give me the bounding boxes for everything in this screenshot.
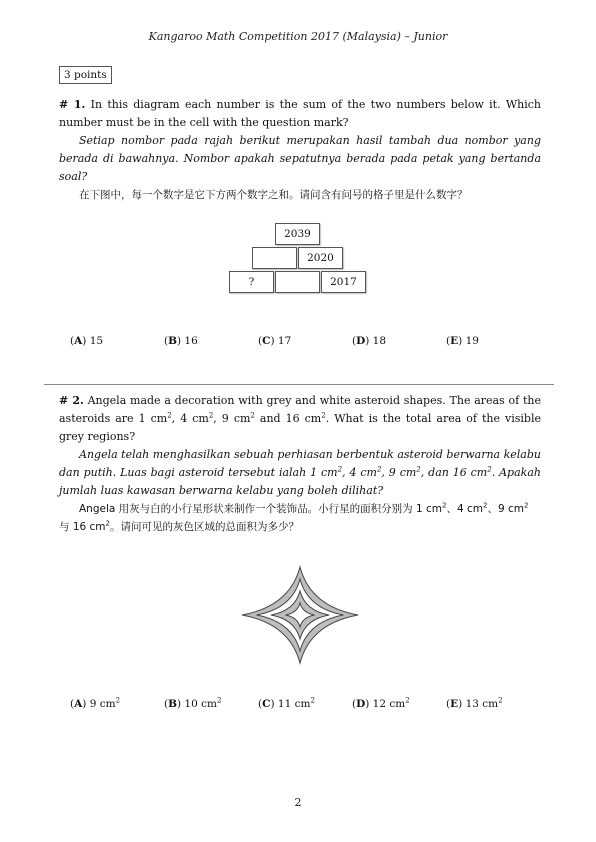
question-1	[59, 96, 541, 204]
choice-a[interactable]: (A) 9 $cm^2$	[70, 696, 121, 710]
question-1-chinese: 在下图中，每一个数字是它下方两个数字之和。请问含有问号的格子里是什么数字？	[79, 189, 468, 201]
pyramid-cell-bottom-left: ?	[229, 271, 274, 293]
points-label: 3 points	[59, 66, 112, 84]
choice-a[interactable]: (A) 15	[70, 335, 104, 347]
question-2-malay: Angela telah menghasilkan sebuah perhiasan berbentuk asteroid berwarna kelabu dan putih. Luas bagi asteroid tersebut ialah 1 $cm^2$, 4 $cm^2$, 9 $cm^2$, dan 16 $cm^2$. Apakah jumlah luas kawasan berwarna kelabu yang boleh dilihat?	[59, 448, 541, 497]
choice-b[interactable]: (B) 16	[164, 335, 198, 347]
number-pyramid	[229, 223, 373, 295]
pyramid-cell-top: 2039	[275, 223, 320, 245]
question-1-malay: Setiap nombor pada rajah berikut merupakan hasil tambah dua nombor yang berada di bawahnya. Nombor apakah sepatutnya berada pada petak yang bertanda soal?	[59, 134, 541, 183]
pyramid-cell-middle-right: 2020	[298, 247, 343, 269]
question-1-english	[59, 96, 541, 132]
page-number: 2	[294, 796, 302, 809]
asteroid-diagram	[238, 565, 362, 665]
question-2-english: # 2. Angela made a decoration with grey and white asteroid shapes. The areas of the asteroids are 1 $cm^2$, 4 $cm^2$, 9 $cm^2$ and 16 $cm^2$. What is the total area of the visible grey regions?	[59, 394, 542, 443]
choice-c[interactable]: (C) 17	[258, 335, 292, 347]
choice-e[interactable]: (E) 13 $cm^2$	[446, 696, 503, 710]
pyramid-cell-middle-left	[252, 247, 297, 269]
choice-e[interactable]: (E) 19	[446, 335, 479, 347]
choice-c[interactable]: (C) 11 $cm^2$	[258, 696, 315, 710]
pyramid-cell-bottom-right: 2017	[321, 271, 366, 293]
page-header: Kangaroo Math Competition 2017 (Malaysia) – Junior	[148, 30, 448, 43]
choice-d[interactable]: (D) 12 $cm^2$	[352, 696, 410, 710]
question-1-english-text: In this diagram each number is the sum of the two numbers below it. Which number must be in the cell with the question mark?	[59, 98, 542, 129]
question-2-number: # 2.	[59, 394, 84, 407]
section-divider	[44, 384, 554, 385]
question-2-chinese: Angela 用灰与白的小行星形状来制作一个装饰品。小行星的面积分别为 1 $cm^2$、4 $cm^2$、9 $cm^2$ 与 16 $cm^2$。请问可见的灰色区域的总面积为多少？	[59, 501, 529, 533]
question-2	[59, 392, 541, 536]
choice-d[interactable]: (D) 18	[352, 335, 387, 347]
question-1-number: # 1.	[59, 98, 86, 111]
pyramid-cell-bottom-middle	[275, 271, 320, 293]
choice-b[interactable]: (B) 10 $cm^2$	[164, 696, 222, 710]
